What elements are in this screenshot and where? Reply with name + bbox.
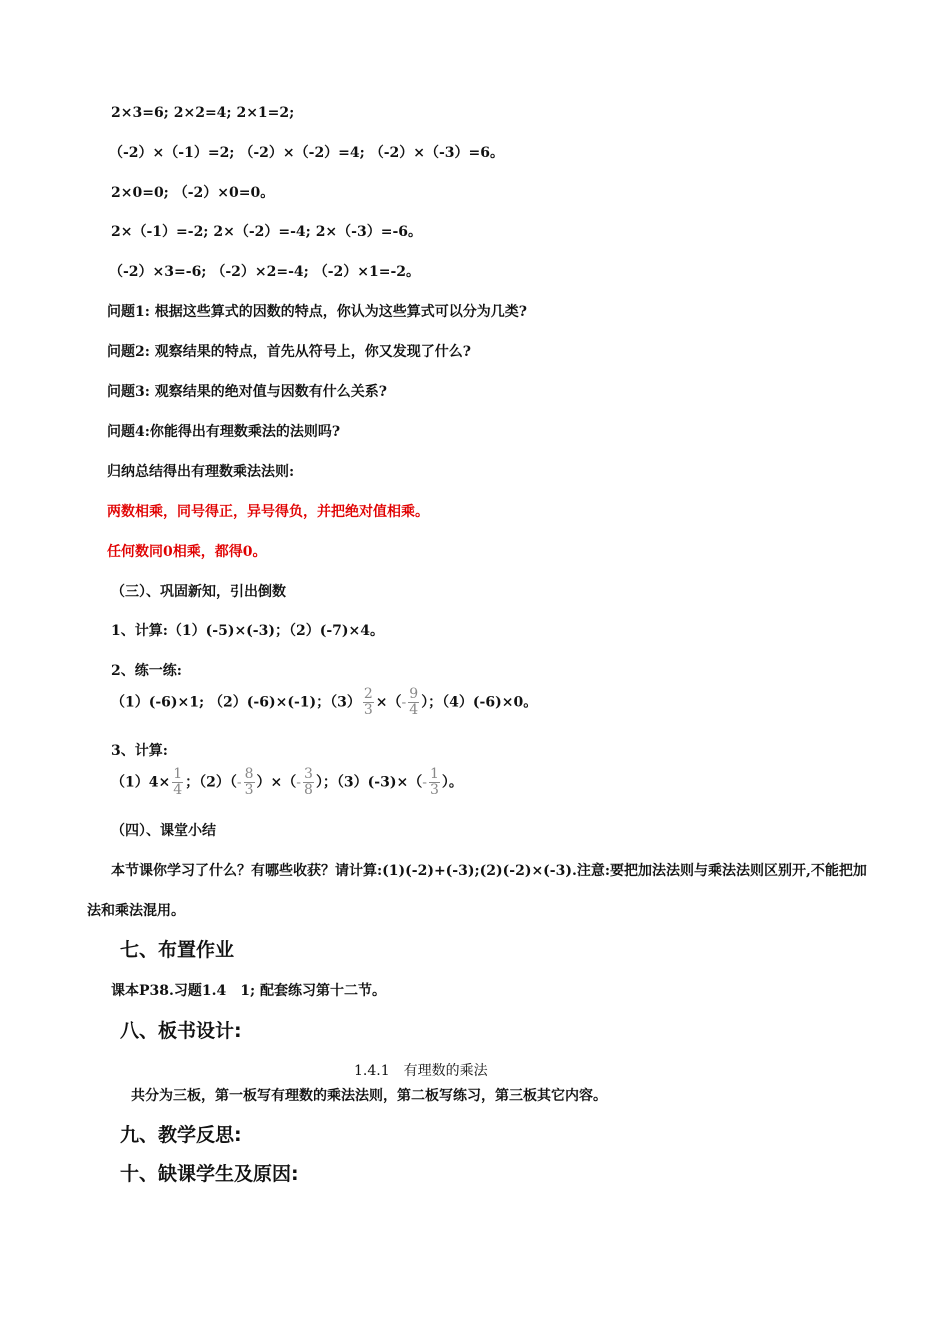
exercise-1: 1、计算:（1）(-5)×(-3)；（2）(-7)×4。: [111, 623, 384, 639]
fraction-9-4: $\frac{9}{4}$: [409, 686, 419, 718]
board-description: 共分为三板，第一板写有理数的乘法法则，第二板写练习，第三板其它内容。: [131, 1088, 607, 1104]
exercise-3-text-a: （1）4×: [111, 774, 171, 791]
recap-line-2: 法和乘法混用。: [87, 903, 185, 919]
exercise-3-text-e: ）。: [441, 774, 463, 791]
fraction-1-4: $\frac{1}{4}$: [173, 766, 183, 798]
question-2: 问题2: 观察结果的特点，首先从符号上，你又发现了什么?: [107, 344, 471, 360]
question-4: 问题4:你能得出有理数乘法的法则吗?: [107, 424, 341, 440]
minus-sign: -: [236, 774, 242, 791]
fraction-3-8: $\frac{3}{8}$: [304, 766, 313, 798]
recap-line-1: 本节课你学习了什么？有哪些收获？请计算:(1)(-2)+(-3);(2)(-2)×(-3).注意:要把加法法则与乘法法则区别开,不能把加: [111, 863, 867, 879]
heading-reflection: 九、教学反思:: [120, 1124, 242, 1146]
exercise-3-text-c: ）×（: [256, 774, 297, 791]
fraction-1-3: $\frac{1}{3}$: [429, 766, 439, 798]
equation-line-1: 2×3=6; 2×2=4; 2×1=2;: [111, 105, 295, 121]
exercise-3-text-d: ）；（3）(-3)×（: [315, 774, 423, 791]
equation-line-4: 2×（-1）=-2; 2×（-2）=-4; 2×（-3）=-6。: [111, 224, 423, 240]
exercise-3-title: 3、计算:: [111, 743, 168, 759]
heading-absent-students: 十、缺课学生及原因:: [120, 1163, 299, 1185]
equation-line-5: （-2）×3=-6; （-2）×2=-4; （-2）×1=-2。: [109, 264, 421, 280]
minus-sign: -: [422, 774, 427, 791]
exercise-2-text-a: （1）(-6)×1; （2）(-6)×(-1)；（3）: [111, 694, 361, 711]
multiplication-rule: 两数相乘，同号得正，异号得负，并把绝对值相乘。: [107, 504, 429, 520]
exercise-3-line: [111, 767, 463, 798]
section-3-title: （三）、巩固新知，引出倒数: [111, 584, 286, 600]
minus-sign: -: [401, 694, 407, 711]
exercise-2-text-b: ×（: [375, 694, 402, 711]
heading-board-design: 八、板书设计:: [120, 1020, 242, 1042]
question-3: 问题3: 观察结果的绝对值与因数有什么关系?: [107, 384, 387, 400]
exercise-2-text-c: ）；（4）(-6)×0。: [421, 694, 538, 711]
exercise-2-title: 2、练一练:: [111, 663, 182, 679]
equation-line-2: （-2）×（-1）=2; （-2）×（-2）=4; （-2）×（-3）=6。: [109, 145, 505, 161]
equation-line-3: 2×0=0; （-2）×0=0。: [111, 185, 275, 201]
fraction-2-3: $\frac{2}{3}$: [363, 686, 373, 718]
board-title: 1.4.1 有理数的乘法: [354, 1063, 488, 1079]
question-1: 问题1: 根据这些算式的因数的特点，你认为这些算式可以分为几类?: [107, 304, 527, 320]
summary-heading: 归纳总结得出有理数乘法法则:: [107, 464, 295, 480]
zero-rule: 任何数同0相乘，都得0。: [107, 544, 267, 560]
section-4-title: （四）、课堂小结: [111, 823, 216, 839]
exercise-3-text-b: ；（2）（: [185, 774, 237, 791]
exercise-2-line: [111, 687, 537, 718]
homework-text: 课本P38.习题1.4 1; 配套练习第十二节。: [111, 983, 387, 999]
fraction-8-3: $\frac{8}{3}$: [244, 766, 254, 798]
heading-homework: 七、布置作业: [120, 939, 235, 961]
minus-sign: -: [296, 774, 302, 791]
